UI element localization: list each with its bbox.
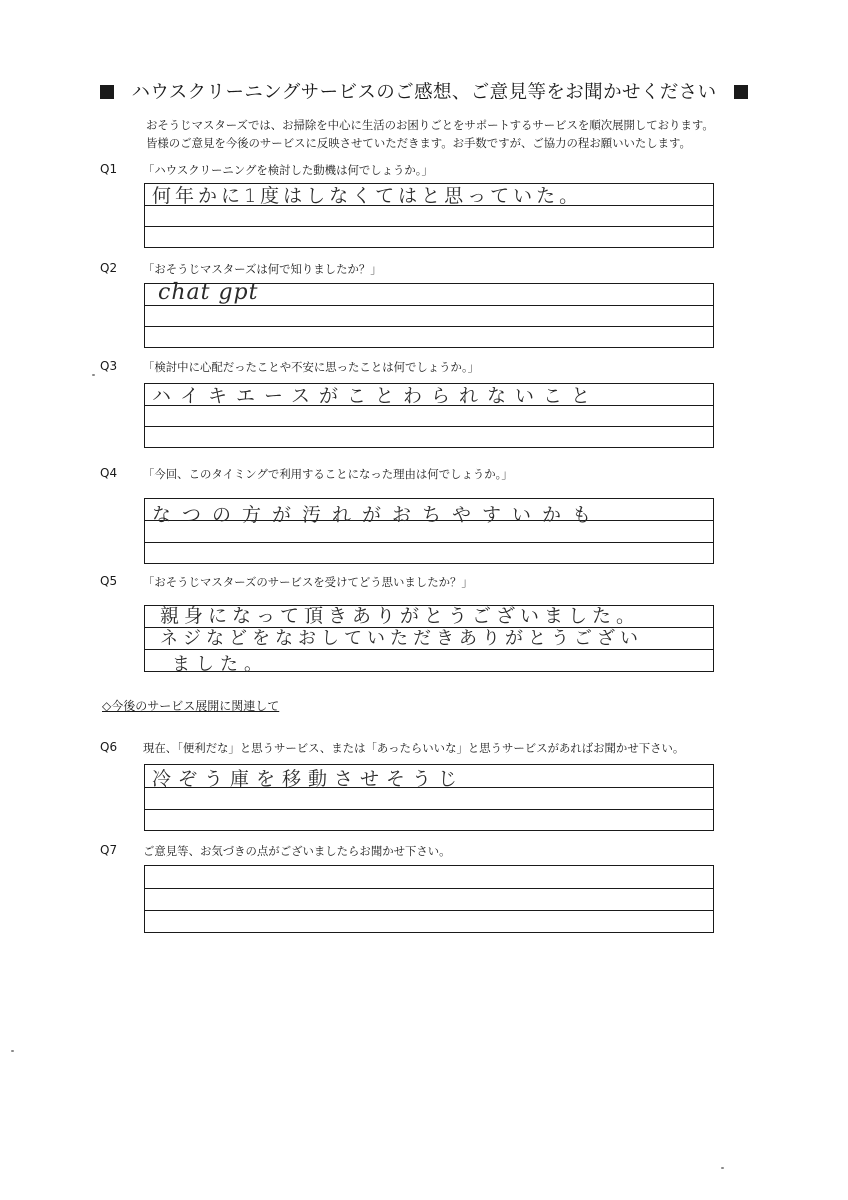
answer-box-q7: [144, 865, 714, 933]
question-text-q1: 「ハウスクリーニングを検討した動機は何でしょうか。」: [143, 163, 433, 177]
intro-text: [146, 116, 714, 152]
ruled-line: [145, 888, 713, 889]
handwritten-answer-q4: なつの方が汚れがおちやすいかも: [152, 504, 603, 526]
question-text-q2: 「おそうじマスターズは何で知りましたか？」: [143, 262, 382, 276]
page-title: [0, 78, 848, 104]
question-label-q2: Q2: [100, 261, 118, 275]
question-label-q3: Q3: [100, 359, 118, 373]
ruled-line: [145, 226, 713, 227]
handwritten-answer-q1: 何年かに1度はしなくてはと思っていた。: [152, 185, 583, 207]
handwritten-answer-q3: ハイキエースがことわられないこと: [152, 385, 600, 407]
handwritten-answer-q5-line1: 親身になって頂きありがとうございました。: [160, 605, 641, 627]
black-square-icon: [100, 85, 114, 99]
question-label-q1: Q1: [100, 162, 118, 176]
handwritten-answer-q5-line3: ました。: [172, 654, 268, 675]
ruled-line: [145, 305, 713, 306]
question-text-q3: 「検討中に心配だったことや不安に思ったことは何でしょうか。」: [143, 360, 480, 374]
question-label-q7: Q7: [100, 843, 118, 857]
question-label-q4: Q4: [100, 466, 118, 480]
title-text: ハウスクリーニングサービスのご感想、ご意見等をお聞かせください: [131, 82, 717, 103]
question-text-q6: 現在、「便利だな」と思うサービス、または「あったらいいな」と思うサービスがあればお聞かせ下さい。: [143, 741, 685, 755]
ruled-line: [145, 326, 713, 327]
question-label-q6: Q6: [100, 740, 118, 754]
black-square-icon: [734, 85, 748, 99]
scan-speck: [11, 1050, 14, 1052]
handwritten-answer-q5-line2: ネジなどをなおしていただきありがとうござい: [160, 628, 643, 649]
question-text-q5: 「おそうじマスターズのサービスを受けてどう思いましたか？」: [143, 575, 473, 589]
question-label-q5: Q5: [100, 574, 118, 588]
scan-speck: [721, 1167, 724, 1169]
section-heading: ◇今後のサービス展開に関連して: [102, 699, 280, 713]
intro-line: おそうじマスターズでは、お掃除を中心に生活のお困りごとをサポートするサービスを順次展開しております。: [146, 118, 714, 132]
ruled-line: [145, 542, 713, 543]
ruled-line: [145, 910, 713, 911]
question-text-q4: 「今回、このタイミングで利用することになった理由は何でしょうか。」: [143, 467, 513, 481]
handwritten-answer-q2: chat gpt: [158, 280, 259, 305]
ruled-line: [145, 809, 713, 810]
scan-speck: [92, 374, 95, 376]
intro-line: 皆様のご意見を今後のサービスに反映させていただきます。お手数ですが、ご協力の程お願いいたします。: [146, 136, 691, 150]
question-text-q7: ご意見等、お気づきの点がございましたらお聞かせ下さい。: [143, 844, 451, 858]
handwritten-answer-q6: 冷ぞう庫を移動させそうじ: [152, 768, 465, 790]
ruled-line: [145, 426, 713, 427]
